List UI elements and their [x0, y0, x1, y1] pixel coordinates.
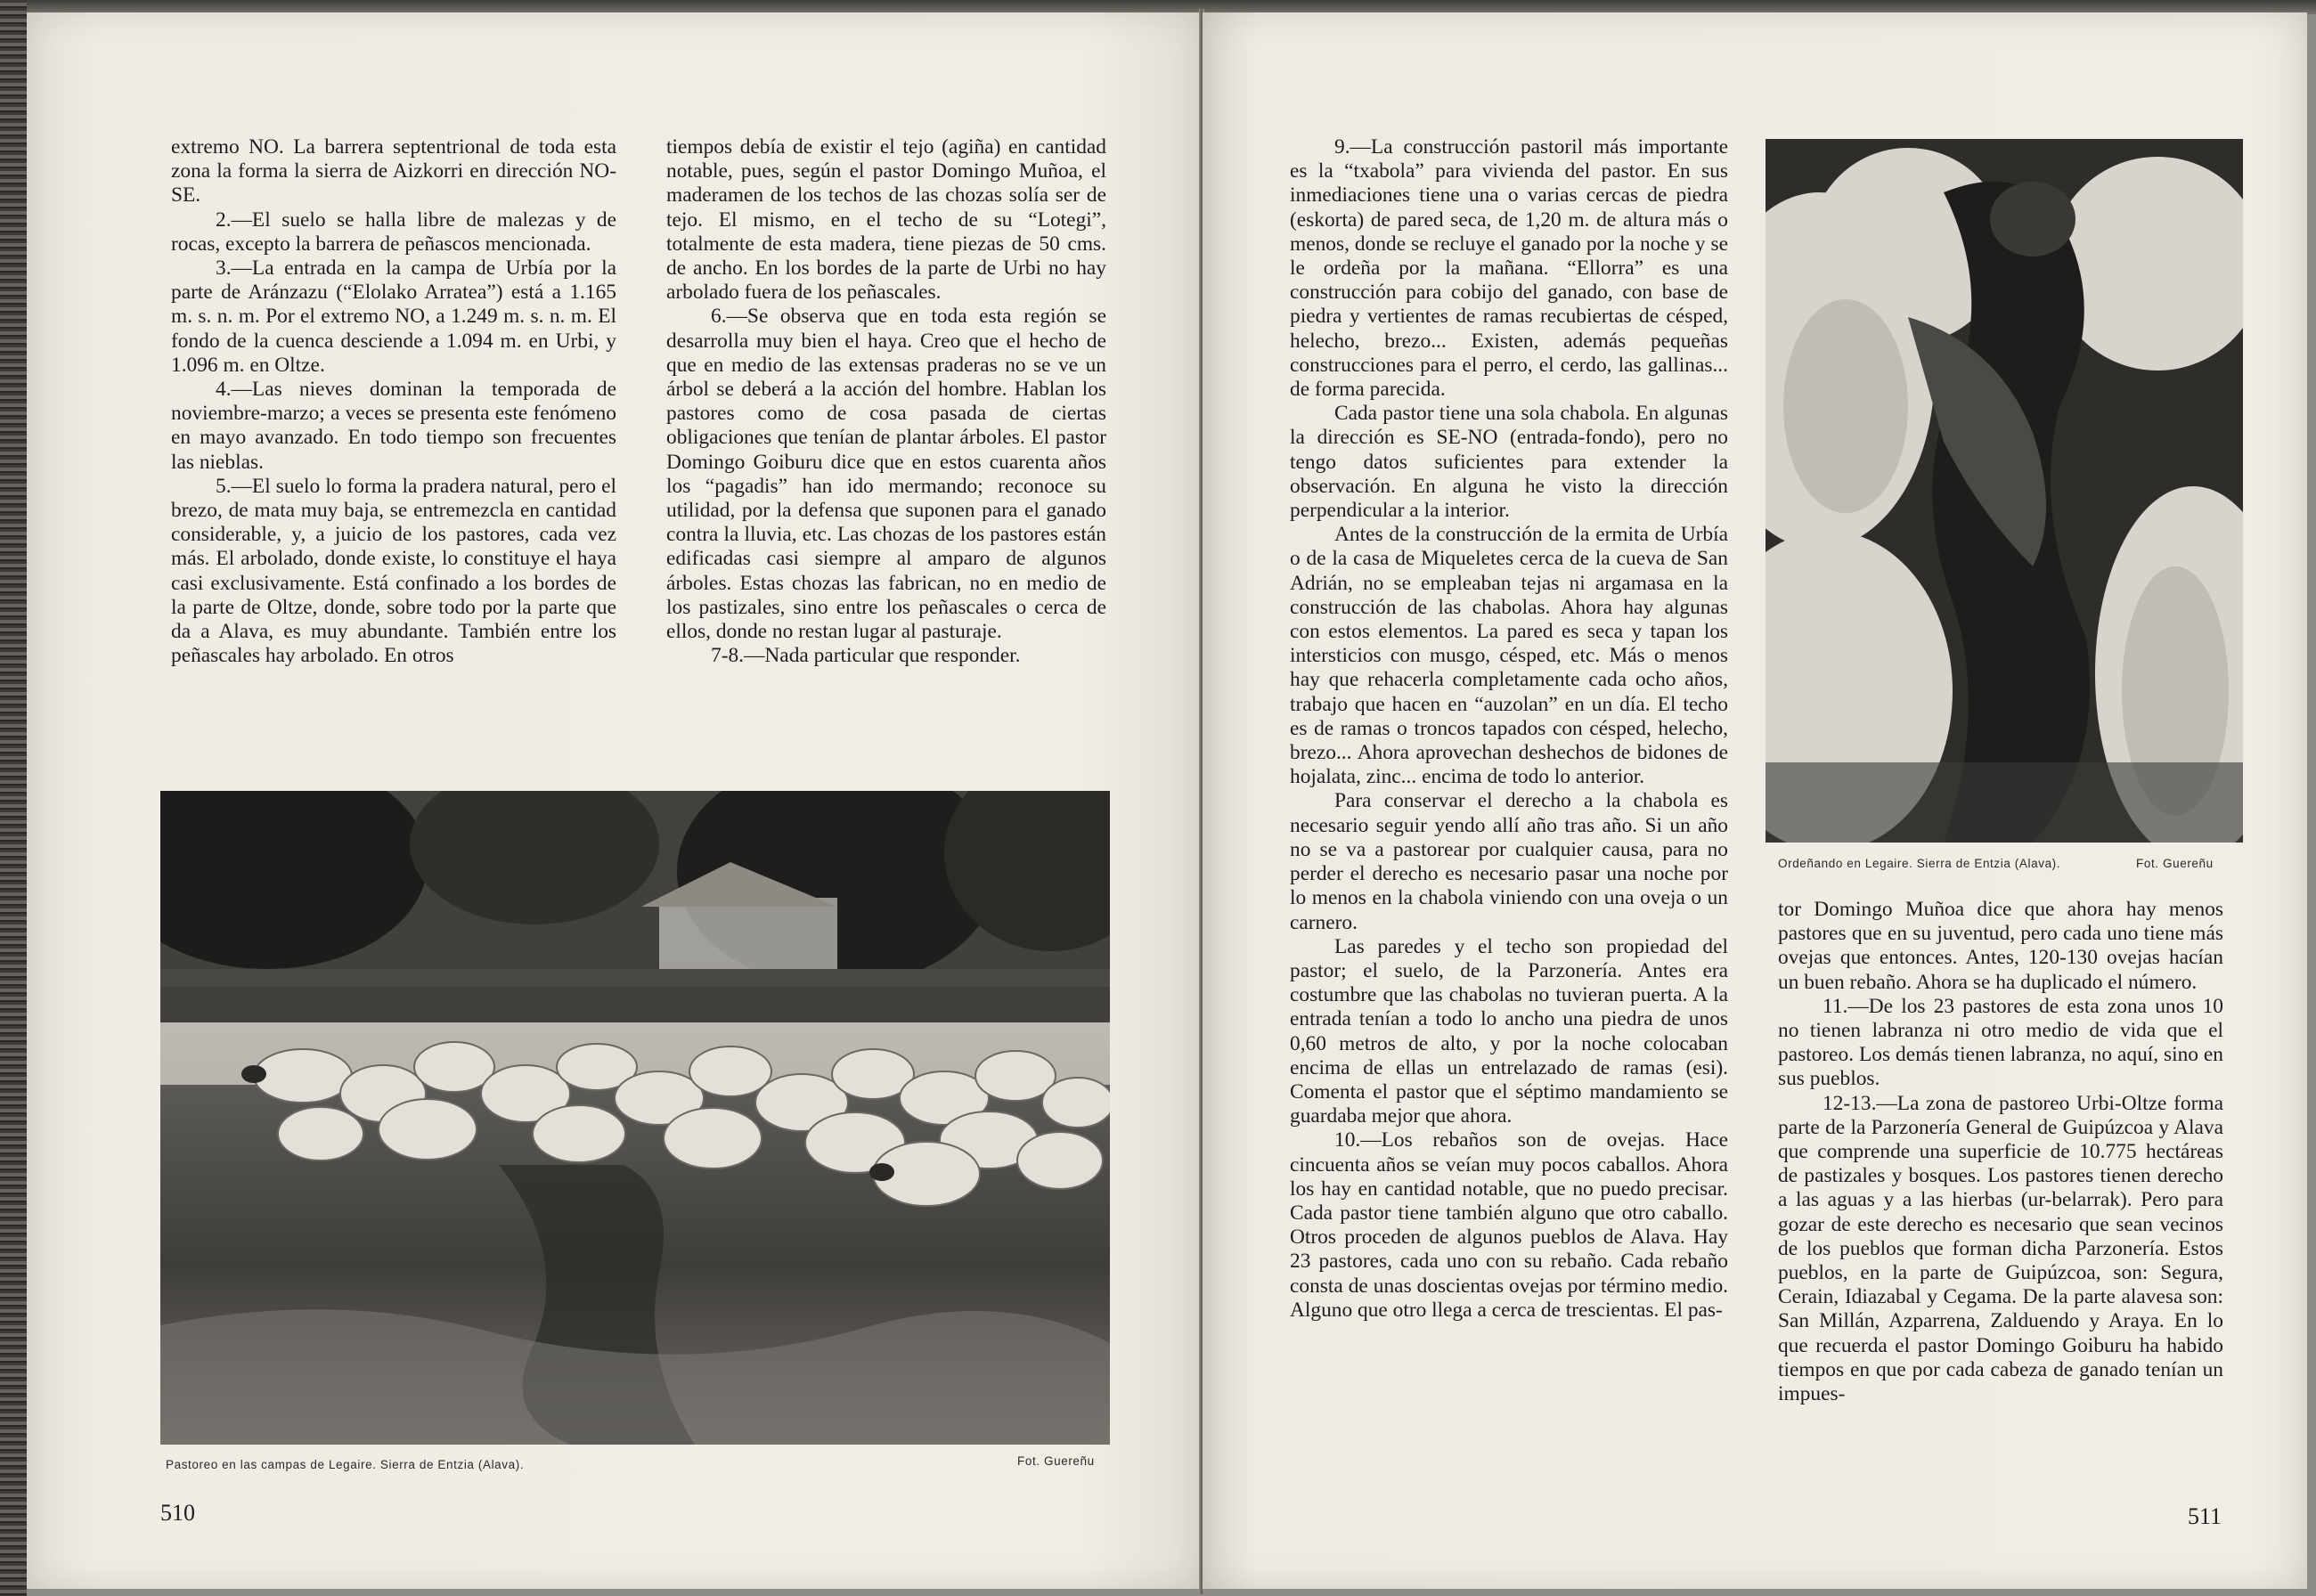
right-photo-caption: Ordeñando en Legaire. Sierra de Entzia (Alava).: [1778, 857, 2061, 870]
paragraph: tiempos debía de existir el tejo (agiña) en cantidad notable, pues, según el pastor Domingo Muñoa, el maderamen de los techos de las chozas solía ser de tejo. El mismo, en el techo de su “Lotegi”, totalmente de esta madera, tiene piezas de 50 cms. de ancho. En los bordes de la parte de Urbi no hay arbolado fuera de los peñascales.: [666, 135, 1106, 305]
paragraph: 2.—El suelo se halla libre de malezas y de rocas, excepto la barrera de peñascos mencionada.: [171, 208, 616, 256]
paragraph: 7-8.—Nada particular que responder.: [711, 644, 1021, 668]
paragraph: Cada pastor tiene una sola chabola. En algunas la dirección es SE-NO (entrada-fondo), pero no tengo datos suficientes para extender la observación. En alguna he visto la dirección perpendicular a la interior.: [1290, 402, 1728, 523]
paragraph: Las paredes y el techo son propiedad del pastor; el suelo, de la Parzonería. Antes era costumbre que las chabolas no tuvieran puerta. A la entrada tenían a todo lo ancho una piedra de unos 0,60 metros de alto, y por la noche colocaban encima de ellas un entrelazado de ramas (esi). Comenta el pastor que el séptimo mandamiento se guardaba mejor que ahora.: [1290, 934, 1728, 1128]
paragraph: tor Domingo Muñoa dice que ahora hay menos pastores que en su juventud, pero cada uno tiene más ovejas que entonces. Antes, 120-130 ovejas hacían un buen rebaño. Ahora se ha duplicado el número.: [1778, 898, 2223, 994]
sheep-flock-photo: [160, 791, 1110, 1445]
paragraph: Antes de la construcción de la ermita de Urbía o de la casa de Miqueletes cerca de la cueva de San Adrián, no se empleaban tejas ni argamasa en la construcción de las chabolas. Ahora hay algunas con estos elementos. La pared es seca y tapan los intersticios con musgo, césped, etc. Más o menos hay que rehacerla completamente cada ocho años, trabajo que hacen en “auzolan” en un día. El techo es de ramas o troncos tapados con césped, helecho, brezo... Ahora aprovechan deshechos de bidones de hojalata, zinc... encima de todo lo anterior.: [1290, 523, 1728, 789]
page-number-left: 510: [160, 1500, 195, 1526]
milking-image: [1766, 139, 2243, 843]
page-number-right: 511: [2188, 1503, 2222, 1529]
right-photo-credit: Fot. Guereñu: [2136, 857, 2214, 870]
left-page-column-2: [666, 135, 1106, 668]
binding-edge: [0, 0, 27, 1596]
paragraph: 9.—La construcción pastoril más importante es la “txabola” para vivienda del pastor. En sus inmediaciones tiene una o varias cercas de piedra (eskorta) de pared seca, de 1,20 m. de altura más o menos, donde se recluye el ganado por la noche y se le ordeña por la mañana. “Ellorra” es una construcción para cobijo del ganado, con base de piedra y vertientes de ramas recubiertas de césped, helecho, brezo... Existen, además pequeñas construcciones para el perro, el cerdo, las gallinas... de forma parecida.: [1290, 135, 1728, 402]
paragraph: 12-13.—La zona de pastoreo Urbi-Oltze forma parte de la Parzonería General de Guipúzcoa y Alava que comprende una superficie de 10.775 hectáreas de pastizales y bosques. Los pastores tienen derecho a las aguas y a las hierbas (ur-belarrak). Pero para gozar de este derecho es necesario que sean vecinos de los pueblos que forman dicha Parzonería. Estos pueblos, en la parte de Guipúzcoa, son: Segura, Cerain, Idiazabal y Cegama. De la parte alavesa son: San Millán, Azparrena, Zalduendo y Araya. En lo que recuerda el pastor Domingo Goiburu ha habido tiempos en que por cada cabeza de ganado tenían un impues-: [1778, 1091, 2223, 1406]
paragraph: 4.—Las nieves dominan la temporada de noviembre-marzo; a veces se presenta este fenómeno en mayo avanzado. En todo tiempo son frecuentes las nieblas.: [171, 378, 616, 474]
right-page-column-2: [1778, 898, 2223, 1406]
sheep-flock-image: [160, 791, 1110, 1445]
right-page-column-1: [1290, 135, 1728, 1323]
paragraph: 3.—La entrada en la campa de Urbía por la parte de Aránzazu (“Elolako Arratea”) está a 1.165 m. s. n. m. Por el extremo NO, a 1.249 m. s. n. m. El fondo de la cuenca desciende a 1.094 m. en Urbi, y 1.096 m. en Oltze.: [171, 256, 616, 377]
paragraph: Para conservar el derecho a la chabola es necesario seguir yendo allí año tras año. Si un año no se va a pastorear por cualquier causa, para no perder el derecho es necesario pasar una noche por lo menos en la chabola viniendo con una oveja o un carnero.: [1290, 789, 1728, 934]
paragraph: 11.—De los 23 pastores de esta zona unos 10 no tienen labranza ni otro medio de vida que el pastoreo. Los demás tienen labranza, no aquí, sino en sus pueblos.: [1778, 994, 2223, 1091]
left-photo-credit: Fot. Guereñu: [1017, 1454, 1095, 1468]
left-page-column-1: [171, 135, 616, 668]
paragraph: 6.—Se observa que en toda esta región se desarrolla muy bien el haya. Creo que el hecho de que en medio de las extensas praderas no se ve un árbol se deberá a la acción del hombre. Hablan los pastores como de cosa pasada de ciertas obligaciones que tenían de plantar árboles. El pastor Domingo Goiburu dice que en estos cuarenta años los “pagadis” han ido mermando; reconoce su utilidad, por la defensa que suponen para el ganado contra la lluvia, etc. Las chozas de los pastores están edificadas casi siempre al amparo de algunos árboles. Estas chozas las fabrican, no en medio de los pastizales, sino entre los peñascales o cerca de ellos, donde no restan lugar al pasturaje.: [666, 305, 1106, 644]
left-photo-caption: Pastoreo en las campas de Legaire. Sierra de Entzia (Alava).: [166, 1458, 525, 1471]
paragraph: 10.—Los rebaños son de ovejas. Hace cincuenta años se veían muy pocos caballos. Ahora los hay en cantidad notable, que no puedo precisar. Cada pastor tiene también alguno que otro caballo. Otros proceden de algunos pueblos de Alava. Hay 23 pastores, cada uno con su rebaño. Cada rebaño consta de unas doscientas ovejas por término medio. Alguno que otro llega a cerca de trescientas. El pas-: [1290, 1128, 1728, 1322]
paragraph: 5.—El suelo lo forma la pradera natural, pero el brezo, de mata muy baja, se entremezcla en cantidad considerable, y, a juicio de los pastores, cada vez más. El arbolado, donde existe, lo constituye el haya casi exclusivamente. Está confinado a los bordes de la parte de Oltze, donde, sobre todo por la parte que da a Alava, es muy abundante. También entre los peñascales hay arbolado. En otros: [171, 474, 616, 668]
milking-photo: [1766, 139, 2243, 843]
paragraph: extremo NO. La barrera septentrional de toda esta zona la forma la sierra de Aizkorri en dirección NO-SE.: [171, 135, 616, 208]
